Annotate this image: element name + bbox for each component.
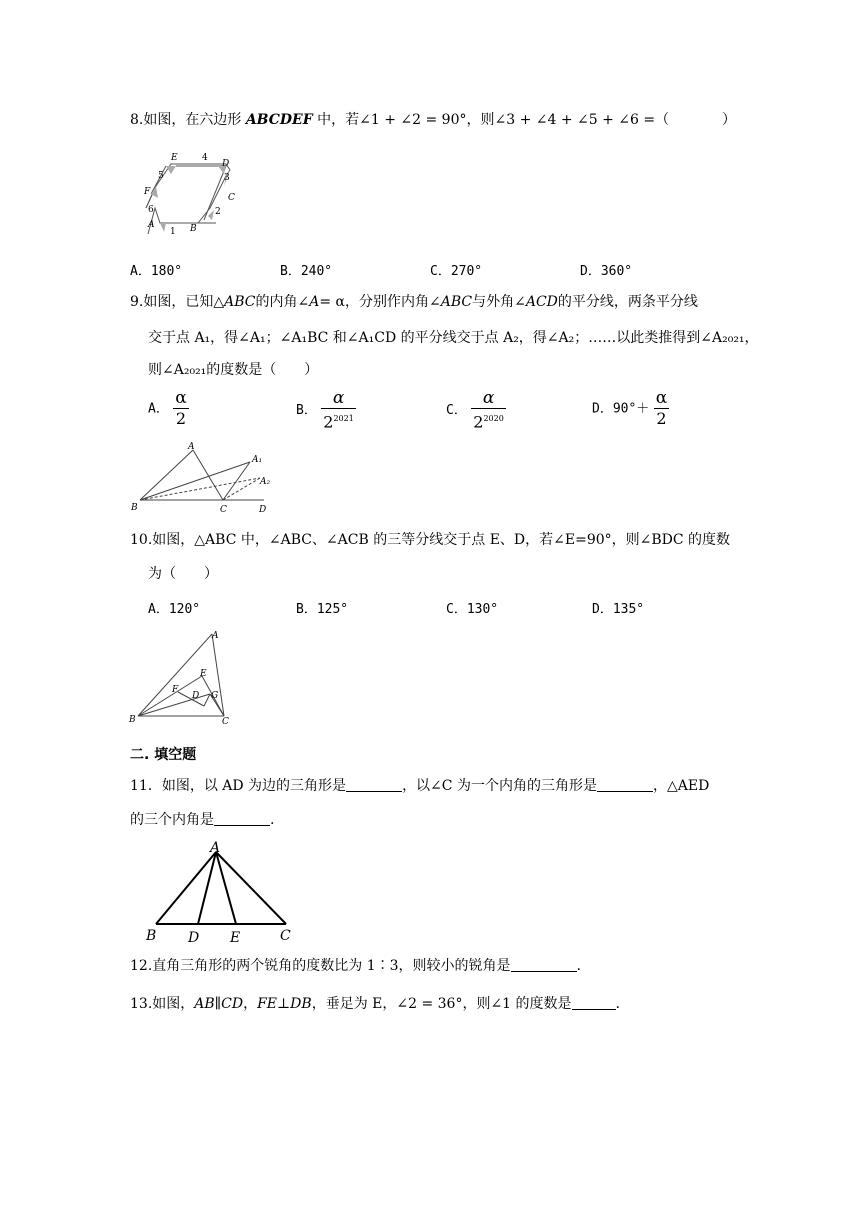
q8-label-F: F — [144, 187, 151, 197]
q13-ab-cd: AB∥CD — [194, 996, 244, 1012]
question-13 — [130, 994, 620, 1014]
trisector-figure — [128, 628, 238, 728]
q11-text-a: 11．如图，以 AD 为边的三角形是 — [130, 778, 347, 794]
q8-label-E: E — [171, 153, 178, 163]
q9-abc-2: ABC — [440, 294, 473, 310]
q10-option-c: C．130° — [446, 602, 499, 617]
q11-label-D: D — [188, 930, 200, 946]
q9-option-c-label: C． — [446, 403, 467, 419]
q9-acd: ACD — [525, 294, 558, 310]
q10-option-a: A．120° — [148, 602, 201, 617]
q10-label-F: F — [172, 685, 179, 695]
q8-text-b: 中，若∠1 + ∠2 = 90°，则∠3 + ∠4 + ∠5 + ∠6 =（ — [317, 112, 670, 128]
q12-text: 12.直角三角形的两个锐角的度数比为 1∶3，则较小的锐角是 — [130, 958, 511, 974]
q10-label-C: C — [222, 717, 229, 727]
q9-option-a-label: A． — [148, 401, 169, 417]
q9-option-a-fraction: $\frac{\alpha}{2}$ — [175, 388, 187, 428]
q9-a: A — [309, 294, 320, 310]
q9-label-A2: A₂ — [260, 477, 271, 487]
q8-label-3: 3 — [224, 173, 230, 183]
q12-blank[interactable] — [511, 957, 577, 972]
q8-close-paren: ） — [722, 112, 736, 128]
q8-option-d: D．360° — [580, 264, 633, 279]
question-9-line-1 — [130, 292, 698, 312]
q13-fe-db: FE⊥DB — [257, 996, 312, 1012]
q9-option-b-fraction: $\frac{\alpha}{2^{2021}}$ — [323, 388, 354, 432]
question-10-line-1: 10.如图，△ABC 中，∠ABC、∠ACB 的三等分线交于点 E、D，若∠E=90°，则∠BDC 的度数 — [130, 532, 731, 548]
bisector-figure — [128, 440, 278, 515]
q8-label-A: A — [148, 220, 155, 230]
q8-label-B: B — [190, 224, 197, 234]
q8-option-a: A．180° — [130, 264, 183, 279]
q9-label-A1: A₁ — [252, 455, 263, 465]
q8-text-a: 如图，在六边形 — [143, 112, 242, 128]
question-12 — [130, 956, 581, 976]
q11-blank-2[interactable] — [597, 777, 653, 792]
question-9-line-2: 交于点 A₁，得∠A₁；∠A₁BC 和∠A₁CD 的平分线交于点 A₂，得∠A₂；……以此类推得到∠A₂₀₂₁， — [148, 330, 759, 346]
q11-text-e: . — [270, 812, 275, 828]
q9-text-a: 9.如图，已知△ — [130, 294, 225, 310]
q11-blank-3[interactable] — [214, 811, 270, 826]
q10-option-b: B．125° — [296, 602, 349, 617]
q13-sep: ， — [243, 996, 258, 1012]
q10-option-d: D．135° — [592, 602, 645, 617]
q10-label-E: E — [200, 669, 207, 679]
section-2-heading: 二. 填空题 — [130, 747, 197, 763]
q10-label-D: D — [192, 691, 200, 701]
q9-option-c — [446, 388, 506, 432]
q8-label-5: 5 — [158, 171, 164, 181]
question-11-line-1 — [130, 776, 709, 796]
question-9-line-3: 则∠A₂₀₂₁的度数是（ ） — [148, 362, 319, 378]
q10-label-G: G — [211, 691, 219, 701]
q9-text-c: = α，分别作内角∠ — [319, 294, 441, 310]
q8-label-1: 1 — [170, 227, 176, 237]
q9-text-b: 的内角∠ — [255, 294, 310, 310]
q9-label-D: D — [259, 505, 267, 515]
q9-option-b-label: B． — [296, 403, 317, 419]
q10-label-A: A — [212, 631, 219, 641]
q11-label-C: C — [280, 928, 291, 944]
q8-label-C: C — [228, 193, 235, 203]
q8-option-c: C．270° — [430, 264, 483, 279]
q8-number: 8. — [130, 112, 144, 128]
q11-label-A: A — [210, 840, 221, 856]
q11-text-b: ，以∠C 为一个内角的三角形是 — [402, 778, 597, 794]
q9-option-b — [296, 388, 356, 432]
q9-option-d-label: D．90°＋ — [592, 401, 650, 417]
q9-text-e: 的平分线，两条平分线 — [557, 294, 698, 310]
question-11-line-2 — [130, 810, 274, 830]
q9-option-c-fraction: $\frac{\alpha}{2^{2020}}$ — [473, 388, 504, 432]
q9-label-A: A — [188, 442, 195, 452]
q8-label-D: D — [222, 159, 230, 169]
q9-option-a — [148, 388, 189, 429]
q10-label-B: B — [129, 715, 136, 725]
q8-label-4: 4 — [202, 153, 208, 163]
triangle-figure — [140, 838, 300, 948]
q11-text-d: 的三个内角是 — [130, 812, 214, 828]
q13-blank[interactable] — [572, 995, 616, 1010]
q11-text-c: ，△AED — [652, 778, 710, 794]
q9-text-d: 与外角∠ — [472, 294, 526, 310]
question-10-line-2: 为（ ） — [148, 566, 218, 582]
q9-abc: ABC — [224, 294, 256, 310]
q11-label-E: E — [230, 930, 241, 946]
q13-end: . — [615, 996, 620, 1012]
q8-label-2: 2 — [215, 207, 221, 217]
q9-option-d-fraction: $\frac{\alpha}{2}$ — [655, 388, 668, 428]
q12-end: . — [576, 958, 581, 974]
q9-option-d — [592, 388, 669, 429]
q11-label-B: B — [146, 928, 157, 944]
hexagon-figure — [138, 148, 248, 238]
q8-option-b: B．240° — [280, 264, 333, 279]
q8-label-6: 6 — [148, 205, 154, 215]
q9-label-C: C — [220, 505, 227, 515]
q13-text-b: ，垂足为 E，∠2 = 36°，则∠1 的度数是 — [311, 996, 572, 1012]
question-8-text — [130, 110, 669, 130]
q11-blank-1[interactable] — [346, 777, 402, 792]
q13-text-a: 13.如图， — [130, 996, 195, 1012]
q8-hexagon: ABCDEF — [245, 112, 313, 128]
q9-label-B: B — [131, 503, 138, 513]
